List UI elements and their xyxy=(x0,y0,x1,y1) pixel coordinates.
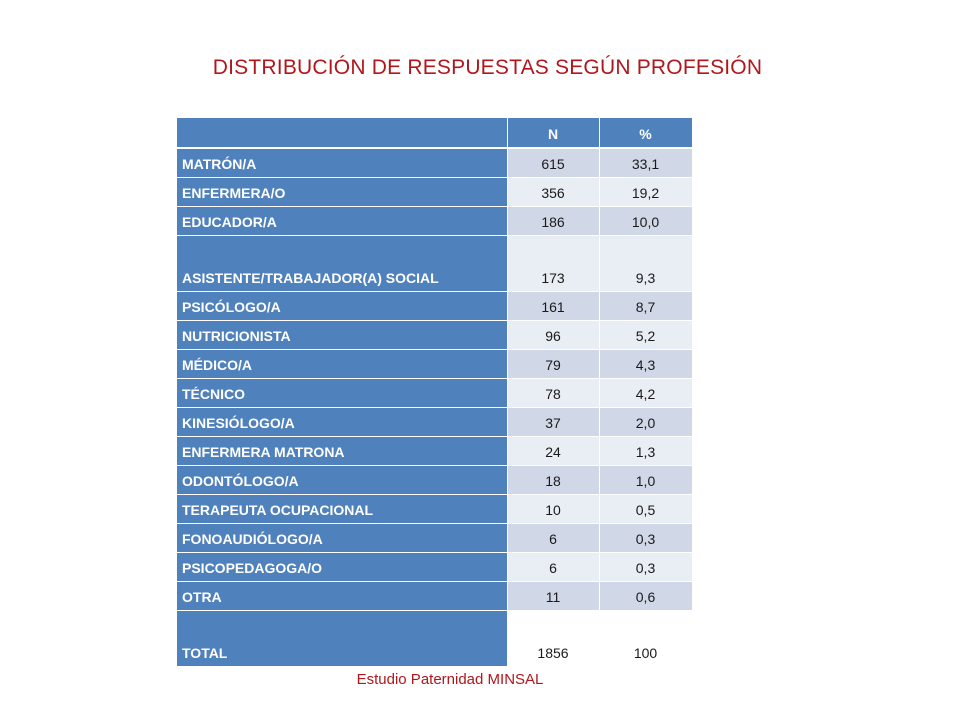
row-pct: 5,2 xyxy=(599,320,692,349)
row-label: ENFERMERA MATRONA xyxy=(177,436,507,465)
row-pct: 8,7 xyxy=(599,291,692,320)
table-row xyxy=(177,436,692,465)
table-row xyxy=(177,523,692,552)
row-pct: 1,3 xyxy=(599,436,692,465)
page-title: DISTRIBUCIÓN DE RESPUESTAS SEGÚN PROFESIÓN xyxy=(212,56,763,79)
row-label: PSICOPEDAGOGA/O xyxy=(177,552,507,581)
row-label: ASISTENTE/TRABAJADOR(A) SOCIAL xyxy=(177,235,507,291)
row-label: TERAPEUTA OCUPACIONAL xyxy=(177,494,507,523)
total-pct: 100 xyxy=(599,610,692,666)
row-n: 18 xyxy=(507,465,599,494)
row-pct: 1,0 xyxy=(599,465,692,494)
row-n: 615 xyxy=(507,148,599,177)
table-row xyxy=(177,552,692,581)
row-pct: 0,6 xyxy=(599,581,692,610)
row-n: 79 xyxy=(507,349,599,378)
table-row xyxy=(177,320,692,349)
row-label: KINESIÓLOGO/A xyxy=(177,407,507,436)
row-n: 96 xyxy=(507,320,599,349)
row-label: EDUCADOR/A xyxy=(177,206,507,235)
row-pct: 4,3 xyxy=(599,349,692,378)
header-n-cell: N xyxy=(507,118,599,148)
row-pct: 0,3 xyxy=(599,552,692,581)
row-pct: 9,3 xyxy=(599,235,692,291)
table-row xyxy=(177,291,692,320)
table-row xyxy=(177,349,692,378)
table-row xyxy=(177,206,692,235)
header-label-cell xyxy=(177,118,507,148)
table-total-row xyxy=(177,610,692,666)
row-n: 24 xyxy=(507,436,599,465)
row-label: MATRÓN/A xyxy=(177,148,507,177)
row-n: 11 xyxy=(507,581,599,610)
table-header-row xyxy=(177,118,692,148)
table-row xyxy=(177,494,692,523)
row-label: ODONTÓLOGO/A xyxy=(177,465,507,494)
row-n: 78 xyxy=(507,378,599,407)
row-pct: 0,5 xyxy=(599,494,692,523)
table-row xyxy=(177,378,692,407)
source-caption: Estudio Paternidad MINSAL xyxy=(356,671,544,688)
distribution-table xyxy=(177,118,693,667)
table-row xyxy=(177,235,692,291)
row-n: 6 xyxy=(507,523,599,552)
row-label: ENFERMERA/O xyxy=(177,177,507,206)
row-n: 186 xyxy=(507,206,599,235)
row-pct: 0,3 xyxy=(599,523,692,552)
row-n: 10 xyxy=(507,494,599,523)
row-n: 6 xyxy=(507,552,599,581)
row-label: TÉCNICO xyxy=(177,378,507,407)
row-label: NUTRICIONISTA xyxy=(177,320,507,349)
row-pct: 19,2 xyxy=(599,177,692,206)
table-row xyxy=(177,465,692,494)
row-n: 161 xyxy=(507,291,599,320)
row-label: OTRA xyxy=(177,581,507,610)
row-label: FONOAUDIÓLOGO/A xyxy=(177,523,507,552)
row-label: PSICÓLOGO/A xyxy=(177,291,507,320)
table-row xyxy=(177,177,692,206)
table-row xyxy=(177,407,692,436)
row-pct: 2,0 xyxy=(599,407,692,436)
row-n: 173 xyxy=(507,235,599,291)
row-label: MÉDICO/A xyxy=(177,349,507,378)
total-label: TOTAL xyxy=(177,610,507,666)
table-row xyxy=(177,581,692,610)
row-pct: 10,0 xyxy=(599,206,692,235)
row-pct: 4,2 xyxy=(599,378,692,407)
total-n: 1856 xyxy=(507,610,599,666)
table-row xyxy=(177,148,692,177)
row-n: 37 xyxy=(507,407,599,436)
row-pct: 33,1 xyxy=(599,148,692,177)
header-pct-cell: % xyxy=(599,118,692,148)
row-n: 356 xyxy=(507,177,599,206)
